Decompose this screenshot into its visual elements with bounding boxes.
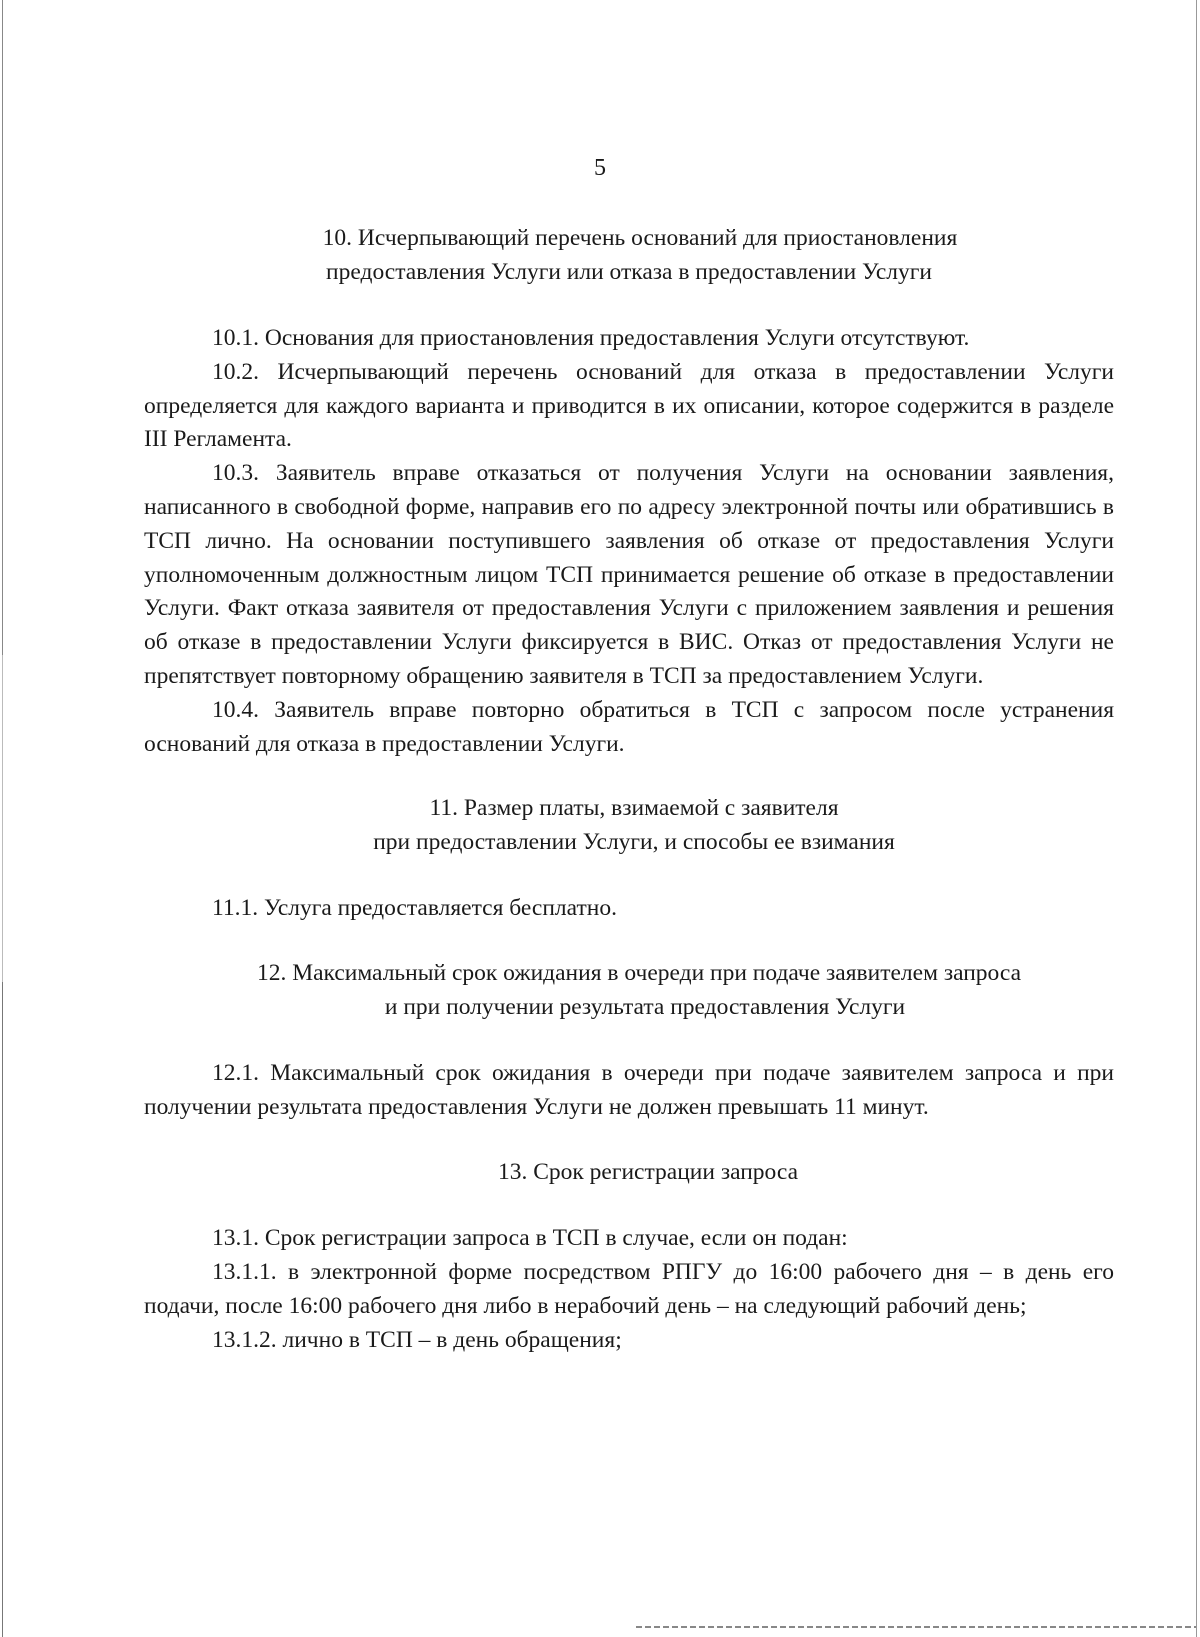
paragraph-13-1-1: 13.1.1. в электронной форме посредством РПГУ до 16:00 рабочего дня – в день его подачи, после 16:00 рабочего дня либо в нерабочий день – на следующий рабочий день;: [144, 1259, 1114, 1319]
paragraph-10-4: 10.4. Заявитель вправе повторно обратиться в ТСП с запросом после устранения оснований для отказа в предоставлении Услуги.: [144, 696, 1114, 757]
heading-line: и при получении результата предоставления Услуги: [384, 993, 906, 1020]
page-number: 5: [594, 155, 606, 181]
heading-line: 13. Срок регистрации запроса: [497, 1158, 799, 1185]
section-13-heading: [144, 1156, 1114, 1190]
paragraph-13-1-2: 13.1.2. лично в ТСП – в день обращения;: [212, 1326, 622, 1353]
heading-line: при предоставлении Услуги, и способы ее взимания: [373, 828, 895, 855]
heading-line: 12. Максимальный срок ожидания в очереди при подаче заявителем запроса: [256, 960, 1022, 987]
paragraph-10-2: 10.2. Исчерпывающий перечень оснований для отказа в предоставлении Услуги определяется для каждого варианта и приводится в их описании, которое содержится в разделе III Регламента.: [144, 358, 1114, 453]
paragraph-11-1: 11.1. Услуга предоставляется бесплатно.: [212, 895, 617, 922]
paragraph-13-1: 13.1. Срок регистрации запроса в ТСП в случае, если он подан:: [212, 1225, 848, 1252]
paragraph-12-1: 12.1. Максимальный срок ожидания в очереди при подаче заявителем запроса и при получении результата предоставления Услуги не должен превышать 11 минут.: [144, 1060, 1114, 1120]
heading-line: 11. Размер платы, взимаемой с заявителя: [429, 795, 839, 822]
section-12-heading: [144, 957, 1114, 1024]
section-11-heading: [144, 792, 1114, 859]
heading-line: 10. Исчерпывающий перечень оснований для приостановления: [322, 225, 958, 251]
scan-bottom-edge: [636, 1626, 1196, 1628]
section-10-heading: [144, 222, 1114, 289]
paragraph-10-1: 10.1. Основания для приостановления предоставления Услуги отсутствуют.: [212, 325, 970, 351]
paragraph-10-3: 10.3. Заявитель вправе отказаться от получения Услуги на основании заявления, написанного в свободной форме, направив его по адресу электронной почты или обратившись в ТСП лично. На основании поступившего заявления об отказе от предоставления Услуги уполномоченным должностным лицом ТСП принимается решение об отказе в предоставлении Услуги. Факт отказа заявителя от предоставления Услуги с приложением заявления и решения об отказе в предоставлении Услуги фиксируется в ВИС. Отказ от предоставления Услуги не препятствует повторному обращению заявителя в ТСП за предоставлением Услуги.: [144, 460, 1114, 689]
document-body: [144, 222, 1114, 1357]
scan-edge-right: [1196, 0, 1197, 1637]
heading-line: предоставления Услуги или отказа в предоставлении Услуги: [326, 258, 932, 285]
scan-edge-left: [2, 0, 3, 1637]
